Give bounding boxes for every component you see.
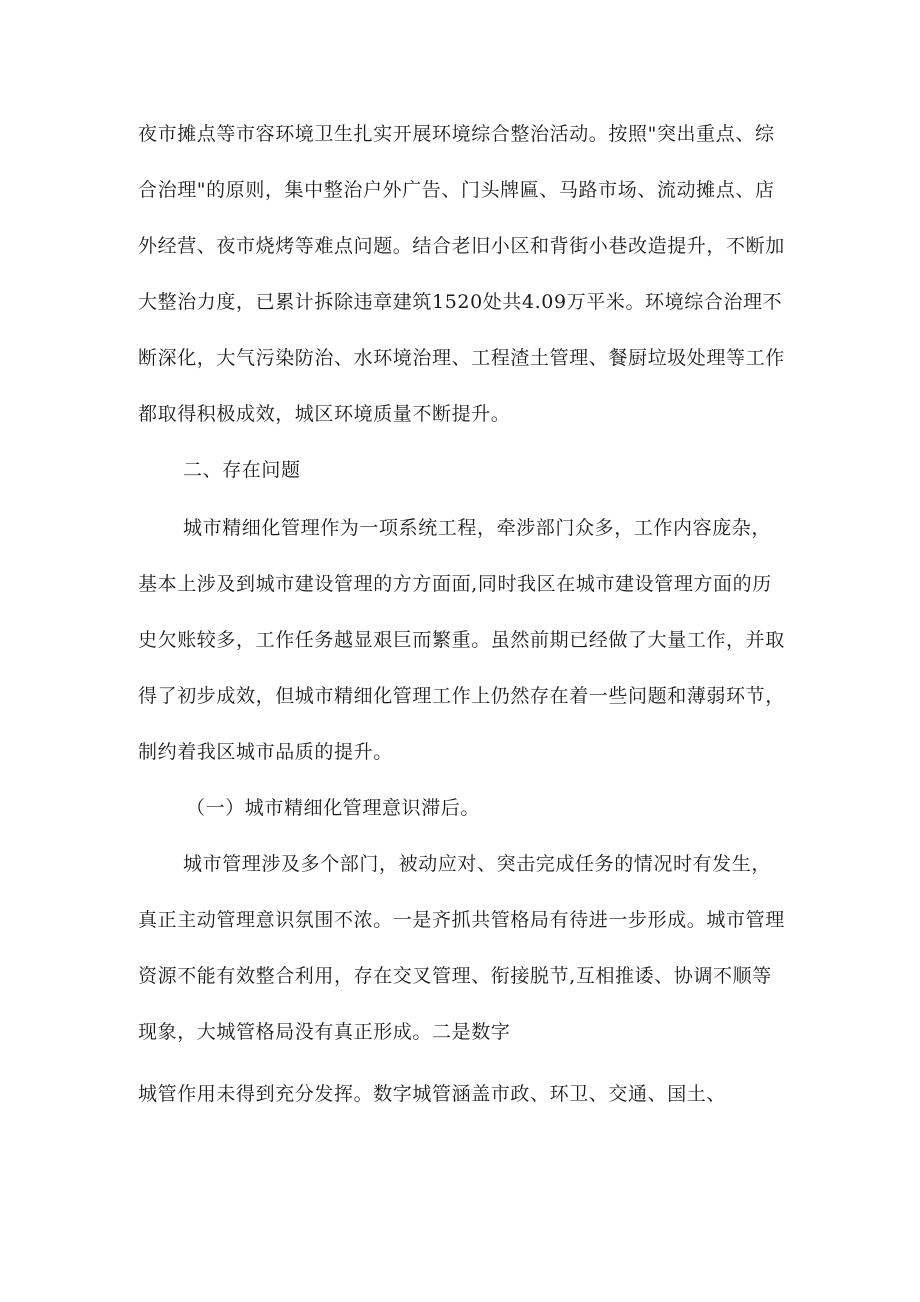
paragraph-line: 现象，大城管格局没有真正形成。二是数字 (138, 1021, 511, 1043)
paragraph-line: 城管作用未得到充分发挥。数字城管涵盖市政、环卫、交通、国土、 (138, 1083, 727, 1105)
subsection-heading: （一）城市精细化管理意识滞后。 (186, 797, 481, 819)
paragraph-line: 夜市摊点等市容环境卫生扎实开展环境综合整治活动。按照"突出重点、综 (138, 123, 775, 145)
section-heading: 二、存在问题 (183, 459, 301, 481)
paragraph-line: 合治理"的原则，集中整治户外广告、门头牌匾、马路市场、流动摊点、店 (138, 179, 775, 201)
paragraph-line: 制约着我区城市品质的提升。 (138, 741, 393, 763)
paragraph-line: 城市管理涉及多个部门，被动应对、突击完成任务的情况时有发生， (183, 853, 772, 875)
paragraph-line: 大整治力度，已累计拆除违章建筑1520处共4.09万平米。环境综合治理不 (138, 291, 783, 313)
paragraph-line: 资源不能有效整合利用，存在交叉管理、衔接脱节,互相推诿、协调不顺等 (138, 965, 772, 987)
paragraph-line: 断深化，大气污染防治、水环境治理、工程渣土管理、餐厨垃圾处理等工作 (138, 347, 785, 369)
paragraph-line: 基本上涉及到城市建设管理的方方面面,同时我区在城市建设管理方面的历 (138, 573, 772, 595)
paragraph-line: 都取得积极成效，城区环境质量不断提升。 (138, 403, 511, 425)
paragraph-line: 史欠账较多，工作任务越显艰巨而繁重。虽然前期已经做了大量工作，并取 (138, 629, 785, 651)
paragraph-line: 真正主动管理意识氛围不浓。一是齐抓共管格局有待进一步形成。城市管理 (138, 909, 785, 931)
paragraph-line: 得了初步成效，但城市精细化管理工作上仍然存在着一些问题和薄弱环节， (138, 685, 785, 707)
paragraph-line: 外经营、夜市烧烤等难点问题。结合老旧小区和背街小巷改造提升，不断加 (138, 235, 785, 257)
paragraph-line: 城市精细化管理作为一项系统工程，牵涉部门众多，工作内容庞杂， (183, 517, 772, 539)
